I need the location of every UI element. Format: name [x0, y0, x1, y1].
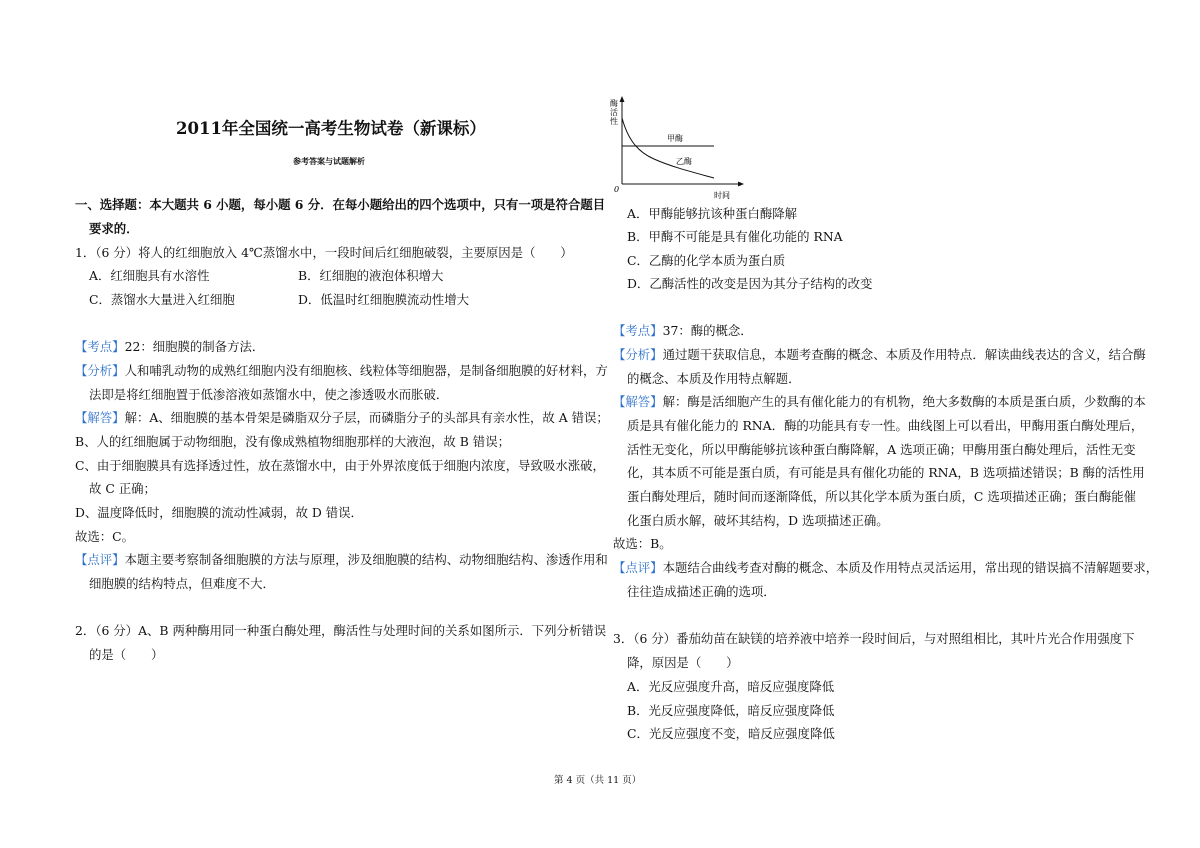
q2-jieda-tag: 【解答】: [613, 394, 663, 409]
q2-answer: 故选：B。: [613, 536, 672, 551]
q1-kaodian-tag: 【考点】: [75, 339, 125, 354]
q2-option-d: D．乙酶活性的改变是因为其分子结构的改变: [627, 276, 873, 291]
q2-jieda-line3: 活性无变化，所以甲酶能够抗该种蛋白酶降解，A 选项正确；甲酶用蛋白酶处理后，活性无变: [627, 442, 1136, 457]
q2-dianping-tag: 【点评】: [613, 560, 663, 575]
q3-option-a: A．光反应强度升高，暗反应强度降低: [627, 679, 835, 694]
curve-yi: [622, 118, 714, 178]
q1-fenxi-tag: 【分析】: [75, 363, 125, 378]
q2-dianping-line1: [613, 560, 1158, 576]
x-axis-arrow: [738, 182, 744, 187]
q2-option-a: A．甲酶能够抗该种蛋白酶降解: [627, 206, 798, 221]
y-axis-label-2: 活: [610, 108, 618, 117]
q2-jieda-text1: 解：酶是活细胞产生的具有催化能力的有机物，绝大多数酶的本质是蛋白质，少数酶的本: [662, 394, 1146, 409]
page-footer: 第 4 页（共 11 页）: [554, 775, 642, 786]
q3-option-c: C．光反应强度不变，暗反应强度降低: [627, 726, 835, 741]
q1-jieda-line1: [75, 410, 609, 426]
q1-fenxi-text1: 人和哺乳动物的成熟红细胞内没有细胞核、线粒体等细胞器，是制备细胞膜的好材料，方: [124, 363, 608, 378]
q2-fenxi-text1: 通过题干获取信息，本题考查酶的概念、本质及作用特点．解读曲线表达的含义，结合酶: [662, 347, 1146, 362]
curve-jia-label: 甲酶: [667, 134, 683, 143]
q1-answer: 故选：C。: [75, 529, 135, 544]
q2-stem-line1: 2．（6 分）A、B 两种酶用同一种蛋白酶处理，酶活性与处理时间的关系如图所示．下列分析错误: [75, 623, 607, 638]
q2-dianping-text1: 本题结合曲线考查对酶的概念、本质及作用特点灵活运用，常出现的错误搞不清解题要求，: [662, 560, 1159, 575]
q1-stem: 1．（6 分）将人的红细胞放入 4℃蒸馏水中，一段时间后红细胞破裂，主要原因是（ ）: [75, 245, 573, 260]
q2-jieda-line2: 质是具有催化能力的 RNA．酶的功能具有专一性。曲线图上可以看出，甲酶用蛋白酶处理后，: [627, 418, 1144, 433]
q1-jieda-line3: C、由于细胞膜具有选择透过性，放在蒸馏水中，由于外界浓度低于细胞内浓度，导致吸水涨破，: [75, 458, 605, 473]
q2-jieda-line5: 蛋白酶处理后，随时间而逐渐降低，所以其化学本质为蛋白质，C 选项描述正确；蛋白酶能催: [627, 489, 1137, 504]
y-axis-label-1: 酶: [610, 99, 618, 108]
enzyme-activity-figure: [608, 92, 748, 202]
page-title: 2011年全国统一高考生物试卷（新课标）: [176, 119, 486, 138]
page-subtitle: 参考答案与试题解析: [293, 156, 365, 166]
q2-kaodian-text: 37：酶的概念．: [662, 323, 753, 338]
q1-dianping-line2: 细胞膜的结构特点，但难度不大．: [89, 576, 275, 591]
q2-fenxi-line1: [613, 347, 1146, 363]
q1-jieda-line4: 故 C 正确；: [89, 481, 156, 496]
q2-stem-line2: 的是（ ）: [89, 647, 164, 662]
q2-jieda-line4: 化，其本质不可能是蛋白质，有可能是具有催化功能的 RNA，B 选项描述错误；B 酶的活性用: [627, 465, 1145, 480]
q1-option-b: B．红细胞的液泡体积增大: [298, 268, 444, 283]
q1-jieda-text1: 解：A、细胞膜的基本骨架是磷脂双分子层，而磷脂分子的头部具有亲水性，故 A 错误；: [124, 410, 609, 425]
q2-option-c: C．乙酶的化学本质为蛋白质: [627, 253, 786, 268]
q1-kaodian: [75, 339, 264, 355]
q1-fenxi-line1: [75, 363, 608, 379]
q2-option-b: B．甲酶不可能是具有催化功能的 RNA: [627, 229, 843, 244]
q2-kaodian-tag: 【考点】: [613, 323, 663, 338]
x-axis-label: 时间: [714, 191, 730, 200]
q1-jieda-line2: B、人的红细胞属于动物细胞，没有像成熟植物细胞那样的大液泡，故 B 错误；: [75, 434, 510, 449]
q3-stem-line1: 3．（6 分）番茄幼苗在缺镁的培养液中培养一段时间后，与对照组相比，其叶片光合作用强度下: [613, 631, 1135, 646]
q1-dianping-tag: 【点评】: [75, 552, 125, 567]
q1-jieda-tag: 【解答】: [75, 410, 125, 425]
q1-kaodian-text: 22：细胞膜的制备方法．: [124, 339, 265, 354]
section-heading-line1: 一、选择题：本大题共 6 小题，每小题 6 分．在每小题给出的四个选项中，只有一项是符合题目: [75, 197, 606, 212]
q1-fenxi-line2: 法即是将红细胞置于低渗溶液如蒸馏水中，使之渗透吸水而胀破．: [89, 387, 449, 402]
q1-dianping-text1: 本题主要考察制备细胞膜的方法与原理，涉及细胞膜的结构、动物细胞结构、渗透作用和: [124, 552, 608, 567]
q3-stem-line2: 降，原因是（ ）: [627, 655, 739, 670]
q2-jieda-line1: [613, 394, 1146, 410]
q1-option-a: A．红细胞具有水溶性: [89, 268, 210, 283]
q3-option-b: B．光反应强度降低，暗反应强度降低: [627, 703, 835, 718]
q1-jieda-line5: D、温度降低时，细胞膜的流动性减弱，故 D 错误．: [75, 505, 363, 520]
y-axis-label-3: 性: [610, 117, 618, 126]
q1-dianping-line1: [75, 552, 608, 568]
q2-fenxi-tag: 【分析】: [613, 347, 663, 362]
q2-jieda-line6: 化蛋白质水解，破坏其结构，D 选项描述正确。: [627, 513, 889, 528]
y-axis-arrow: [620, 96, 625, 102]
curve-yi-label: 乙酶: [676, 157, 692, 166]
q2-dianping-line2: 往往造成描述正确的选项．: [627, 584, 776, 599]
q2-fenxi-line2: 的概念、本质及作用特点解题．: [627, 371, 801, 386]
section-heading-line2: 要求的．: [89, 221, 139, 236]
q2-kaodian: [613, 323, 753, 339]
origin-label: 0: [614, 185, 620, 194]
q1-option-c: C．蒸馏水大量进入红细胞: [89, 292, 235, 307]
q1-option-d: D．低温时红细胞膜流动性增大: [298, 292, 470, 307]
